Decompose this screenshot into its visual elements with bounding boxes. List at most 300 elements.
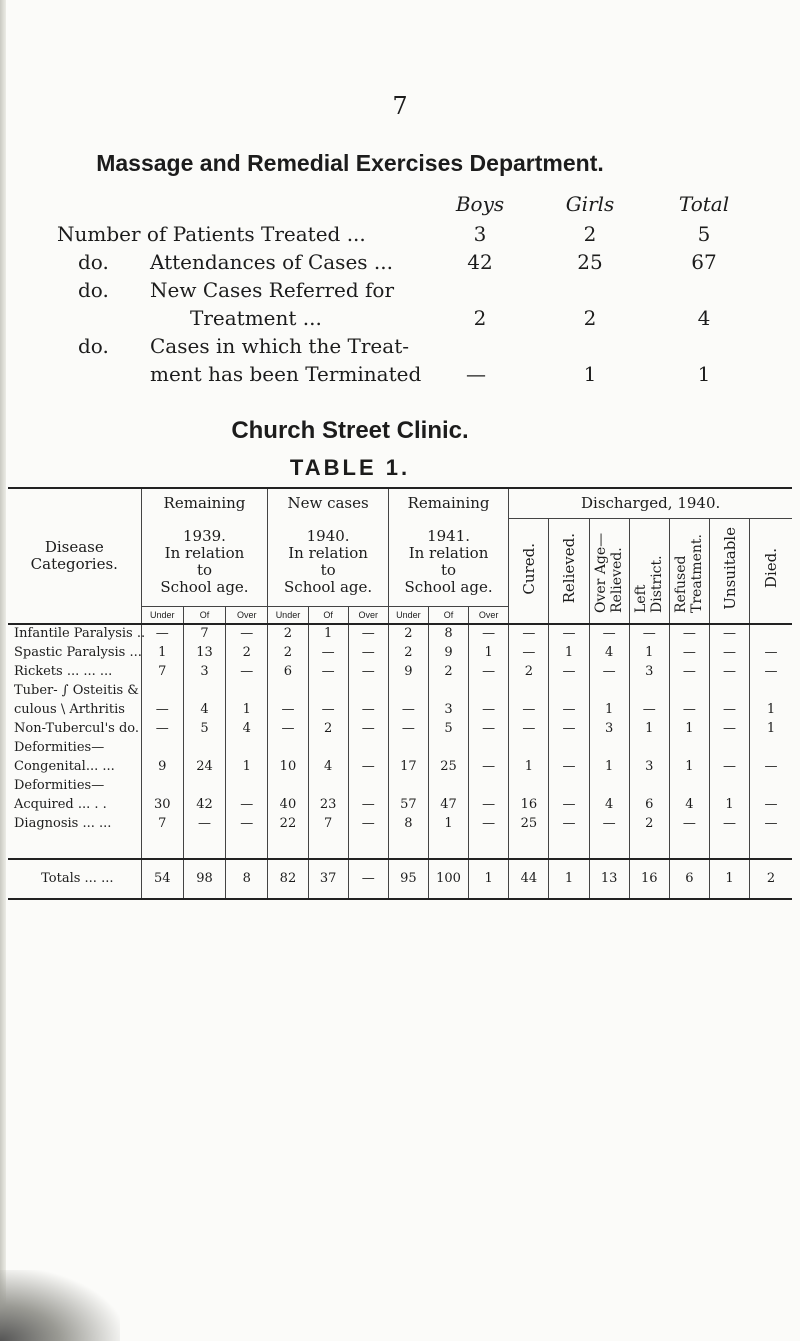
table-cell: — <box>549 700 589 719</box>
table-cell: 10 <box>268 757 308 776</box>
group-remaining-1941-top: Remaining <box>388 488 508 518</box>
table-cell <box>348 738 388 757</box>
table-cell: — <box>750 814 792 833</box>
table-cell: — <box>549 795 589 814</box>
totals-cell: 95 <box>388 859 428 899</box>
table-cell <box>589 738 629 757</box>
table-cell: 2 <box>428 662 468 681</box>
table-cell <box>589 681 629 700</box>
summary-row-4-label-line1: Cases in which the Treat- <box>150 334 409 358</box>
table-cell <box>709 738 749 757</box>
table-cell: — <box>226 795 268 814</box>
table-cell: 24 <box>183 757 225 776</box>
table-cell: 4 <box>669 795 709 814</box>
summary-row-4-girls: 1 <box>583 362 597 386</box>
table-cell: — <box>750 757 792 776</box>
table-cell <box>226 681 268 700</box>
col-died-label: Died. <box>762 548 781 589</box>
totals-cell: 54 <box>141 859 183 899</box>
table-cell: 4 <box>308 757 348 776</box>
table-cell: — <box>469 662 509 681</box>
table-row <box>8 719 792 738</box>
table-cell <box>469 776 509 795</box>
table-cell: — <box>509 643 549 662</box>
summary-row-1-total: 5 <box>697 222 711 246</box>
table-cell: 3 <box>629 662 669 681</box>
table-cell: 7 <box>183 624 225 643</box>
table-cell: 1 <box>669 719 709 738</box>
table-cell: 3 <box>629 757 669 776</box>
table-cell <box>509 681 549 700</box>
summary-row-3-prefix: do. <box>78 278 109 302</box>
totals-cell: 1 <box>469 859 509 899</box>
spacer-cell <box>141 833 183 859</box>
col-cured-label: Cured. <box>519 542 538 595</box>
table-cell: 1 <box>750 700 792 719</box>
table-cell: — <box>141 719 183 738</box>
table-row <box>8 757 792 776</box>
table-cell <box>509 776 549 795</box>
table-cell: 9 <box>388 662 428 681</box>
summary-row-2-label: Attendances of Cases ... <box>150 250 393 274</box>
table-cell: 23 <box>308 795 348 814</box>
summary-row-4-total: 1 <box>697 362 711 386</box>
table-cell: — <box>348 662 388 681</box>
table-cell: 1 <box>141 643 183 662</box>
row-label: Congenital... ... <box>14 758 115 774</box>
group-remaining-1939-detail <box>141 518 268 606</box>
spacer-cell <box>669 833 709 859</box>
table-cell <box>428 681 468 700</box>
table-cell: 1 <box>428 814 468 833</box>
table-cell: — <box>388 719 428 738</box>
row-label: Tuber- ∫ Osteitis & <box>14 682 139 698</box>
table-cell: — <box>469 757 509 776</box>
totals-cell: 2 <box>750 859 792 899</box>
table-cell: — <box>348 814 388 833</box>
totals-cell: 37 <box>308 859 348 899</box>
spacer-cell <box>629 833 669 859</box>
table-cell: — <box>348 624 388 643</box>
table-cell: 6 <box>629 795 669 814</box>
table-cell: — <box>348 795 388 814</box>
spacer-cell <box>8 833 141 859</box>
summary-row-1-girls: 2 <box>583 222 597 246</box>
totals-cell: 6 <box>669 859 709 899</box>
table-cell: — <box>509 719 549 738</box>
row-label: Acquired ... . . <box>14 796 107 812</box>
table-row <box>8 643 792 662</box>
table-cell: — <box>348 643 388 662</box>
table-cell <box>549 776 589 795</box>
group-1-line3: to <box>196 560 213 579</box>
table-cell <box>629 681 669 700</box>
table-cell: 2 <box>268 624 308 643</box>
table-cell: 3 <box>428 700 468 719</box>
g2-under: Under <box>268 606 308 624</box>
group-3-line1: 1941. <box>427 526 471 545</box>
page-number: 7 <box>392 92 408 120</box>
table-cell: — <box>549 624 589 643</box>
table-row <box>8 624 792 643</box>
table-cell: 3 <box>589 719 629 738</box>
spacer-cell <box>549 833 589 859</box>
table-cell: 2 <box>226 643 268 662</box>
table-cell: — <box>589 662 629 681</box>
spacer-cell <box>308 833 348 859</box>
spacer-cell <box>750 833 792 859</box>
summary-row-3-girls: 2 <box>583 306 597 330</box>
table-cell: — <box>348 757 388 776</box>
table-cell: 30 <box>141 795 183 814</box>
table-row <box>8 776 792 795</box>
table-cell: 4 <box>226 719 268 738</box>
table-row <box>8 662 792 681</box>
table-cell: — <box>629 624 669 643</box>
g1-over: Over <box>226 606 268 624</box>
table-cell <box>141 738 183 757</box>
col-unsuitable <box>709 518 749 624</box>
table-cell: 42 <box>183 795 225 814</box>
table-cell <box>549 738 589 757</box>
table-cell <box>308 681 348 700</box>
group-1-line2: In relation <box>164 543 245 562</box>
table-cell <box>428 738 468 757</box>
group-remaining-1941-detail <box>388 518 508 606</box>
table-cell <box>268 681 308 700</box>
row-label: Non-Tubercul's do. <box>14 720 140 736</box>
table-cell <box>549 681 589 700</box>
table-cell: 22 <box>268 814 308 833</box>
table-cell <box>629 738 669 757</box>
table-cell: — <box>669 662 709 681</box>
row-label: Spastic Paralysis ... <box>14 644 142 660</box>
table-cell: 47 <box>428 795 468 814</box>
table-cell: 16 <box>509 795 549 814</box>
group-2-line3: to <box>320 560 336 579</box>
table-cell <box>226 776 268 795</box>
summary-row-3-total: 4 <box>697 306 711 330</box>
totals-cell: — <box>348 859 388 899</box>
table-cell: 1 <box>226 757 268 776</box>
table-cell <box>226 738 268 757</box>
table-cell: 9 <box>428 643 468 662</box>
table-cell: 7 <box>141 814 183 833</box>
table-cell: 1 <box>629 643 669 662</box>
table-cell <box>750 776 792 795</box>
group-remaining-1939-top: Remaining <box>141 488 268 518</box>
table-cell: — <box>268 719 308 738</box>
table-cell: 1 <box>308 624 348 643</box>
total-header: Total <box>678 192 730 216</box>
table-cell: — <box>750 795 792 814</box>
clinic-table-wrapper <box>8 487 792 886</box>
table-cell: — <box>549 757 589 776</box>
table-cell: 4 <box>183 700 225 719</box>
table-cell: — <box>226 662 268 681</box>
totals-cell: 98 <box>183 859 225 899</box>
table-cell: — <box>750 643 792 662</box>
row-label: Deformities— <box>14 777 105 793</box>
table-cell <box>629 776 669 795</box>
totals-cell: 8 <box>226 859 268 899</box>
table-cell <box>428 776 468 795</box>
summary-row-4-boys: — <box>466 362 486 386</box>
totals-cell: 13 <box>589 859 629 899</box>
table-cell <box>589 776 629 795</box>
table-cell: 13 <box>183 643 225 662</box>
group-1-line4: School age. <box>160 577 249 596</box>
table-cell: 57 <box>388 795 428 814</box>
table-cell <box>308 776 348 795</box>
col-over-age-label: Over Age— Relieved. <box>593 532 626 613</box>
table-cell: 7 <box>308 814 348 833</box>
group-3-line2: In relation <box>408 543 489 562</box>
table-cell <box>750 738 792 757</box>
g3-under: Under <box>388 606 428 624</box>
table-cell: 1 <box>709 795 749 814</box>
table-cell: 2 <box>268 643 308 662</box>
col-died <box>750 518 792 624</box>
table-cell: — <box>226 814 268 833</box>
table-cell: — <box>308 662 348 681</box>
totals-cell: 1 <box>549 859 589 899</box>
table-cell: 7 <box>141 662 183 681</box>
girls-header: Girls <box>565 192 615 216</box>
summary-row-4-prefix: do. <box>78 334 109 358</box>
table-cell: — <box>348 719 388 738</box>
table-cell: 1 <box>589 757 629 776</box>
col-over-age-relieved <box>589 518 629 624</box>
row-label: Deformities— <box>14 739 105 755</box>
group-new-cases-top: New cases <box>268 488 388 518</box>
group-1-line1: 1939. <box>183 526 226 545</box>
col-unsuitable-label: Unsuitable <box>720 527 739 610</box>
table-cell: — <box>709 719 749 738</box>
col-refused-label: Refused Treatment. <box>673 533 706 613</box>
g1-under: Under <box>141 606 183 624</box>
table-cell <box>183 738 225 757</box>
spacer-cell <box>348 833 388 859</box>
spacer-cell <box>388 833 428 859</box>
clinic-table <box>8 487 792 900</box>
table-cell: — <box>308 700 348 719</box>
summary-row-1-label: Number of Patients Treated ... <box>57 222 366 246</box>
table-cell: 9 <box>141 757 183 776</box>
row-label: Diagnosis ... ... <box>14 815 112 831</box>
table-row <box>8 681 792 700</box>
table-cell: 2 <box>388 624 428 643</box>
col-relieved-label: Relieved. <box>559 533 578 604</box>
totals-cell: 16 <box>629 859 669 899</box>
table-cell: — <box>549 814 589 833</box>
table-cell <box>709 681 749 700</box>
table-cell: — <box>709 814 749 833</box>
table-cell: — <box>348 700 388 719</box>
summary-row-3-label-line1: New Cases Referred for <box>150 278 395 302</box>
table-cell: 1 <box>750 719 792 738</box>
table-cell: — <box>669 814 709 833</box>
row-label: Infantile Paralysis .. <box>14 626 146 641</box>
disease-header <box>8 488 141 624</box>
table-cell: 17 <box>388 757 428 776</box>
group-2-line4: School age. <box>284 577 373 596</box>
table-cell: 4 <box>589 643 629 662</box>
table-cell: 1 <box>629 719 669 738</box>
col-relieved <box>549 518 589 624</box>
spacer-cell <box>469 833 509 859</box>
table-cell: 2 <box>388 643 428 662</box>
table-cell <box>709 776 749 795</box>
table-cell <box>388 738 428 757</box>
g2-of: Of <box>308 606 348 624</box>
table-cell: — <box>469 719 509 738</box>
table-cell: — <box>469 624 509 643</box>
table-cell: — <box>709 662 749 681</box>
g1-of: Of <box>183 606 225 624</box>
table-cell: — <box>388 700 428 719</box>
table-cell: 1 <box>509 757 549 776</box>
col-cured <box>509 518 549 624</box>
spacer-cell <box>428 833 468 859</box>
table-cell: — <box>589 814 629 833</box>
group-new-cases-detail <box>268 518 388 606</box>
table-cell: 1 <box>589 700 629 719</box>
table-cell: — <box>549 719 589 738</box>
totals-row <box>8 859 792 899</box>
table-cell: — <box>669 624 709 643</box>
table-cell: — <box>226 624 268 643</box>
table-cell: 40 <box>268 795 308 814</box>
totals-cell: 100 <box>428 859 468 899</box>
table-cell <box>141 776 183 795</box>
table-cell: — <box>549 662 589 681</box>
summary-row-2-girls: 25 <box>577 250 603 274</box>
table-cell <box>268 776 308 795</box>
table-cell: 5 <box>428 719 468 738</box>
table-cell: 1 <box>226 700 268 719</box>
totals-label: Totals ... ... <box>41 871 114 886</box>
table-cell <box>348 776 388 795</box>
spacer-cell <box>268 833 308 859</box>
col-refused-treatment <box>669 518 709 624</box>
table-cell: — <box>709 757 749 776</box>
table-cell: — <box>141 700 183 719</box>
spacer-row <box>8 833 792 859</box>
table-cell: — <box>268 700 308 719</box>
summary-row-4-label-line2: ment has been Terminated <box>150 362 422 386</box>
table-cell <box>183 681 225 700</box>
table-cell: 1 <box>549 643 589 662</box>
table-cell: 25 <box>509 814 549 833</box>
table-cell: 6 <box>268 662 308 681</box>
summary-row-2-prefix: do. <box>78 250 109 274</box>
group-3-line3: to <box>441 560 457 579</box>
group-2-line2: In relation <box>288 543 368 562</box>
table-cell: 5 <box>183 719 225 738</box>
table-cell: — <box>709 700 749 719</box>
group-2-line1: 1940. <box>306 526 350 545</box>
table-title: TABLE 1. <box>289 455 411 480</box>
summary-row-2-total: 67 <box>691 250 717 274</box>
table-cell <box>750 624 792 643</box>
table-cell <box>141 681 183 700</box>
spacer-cell <box>509 833 549 859</box>
row-label: Rickets ... ... ... <box>14 663 113 679</box>
table-cell: — <box>469 700 509 719</box>
disease-header-line2: Categories. <box>30 554 118 573</box>
col-left-district-label: Left District. <box>633 554 666 613</box>
table-cell: 4 <box>589 795 629 814</box>
summary-row-3-label-line2: Treatment ... <box>190 306 322 330</box>
row-label: culous \ Arthritis <box>14 701 125 717</box>
table-cell <box>469 681 509 700</box>
table-cell: — <box>183 814 225 833</box>
discharged-header: Discharged, 1940. <box>509 488 792 518</box>
spacer-cell <box>226 833 268 859</box>
massage-summary <box>0 192 800 392</box>
g3-over: Over <box>469 606 509 624</box>
g3-of: Of <box>428 606 468 624</box>
spacer-cell <box>183 833 225 859</box>
clinic-title: Church Street Clinic. <box>231 417 469 444</box>
page-corner-shadow <box>0 1270 120 1341</box>
spacer-cell <box>709 833 749 859</box>
table-cell: — <box>629 700 669 719</box>
table-cell: — <box>308 643 348 662</box>
disease-header-line1: Disease <box>44 537 104 556</box>
table-cell <box>669 776 709 795</box>
table-cell <box>469 738 509 757</box>
table-row <box>8 814 792 833</box>
totals-cell: 82 <box>268 859 308 899</box>
totals-cell: 1 <box>709 859 749 899</box>
boys-header: Boys <box>455 192 505 216</box>
table-cell <box>268 738 308 757</box>
table-cell: — <box>750 662 792 681</box>
table-cell <box>669 738 709 757</box>
table-body <box>8 624 792 859</box>
table-cell: — <box>709 643 749 662</box>
table-cell: 2 <box>509 662 549 681</box>
totals-cell: 44 <box>509 859 549 899</box>
table-cell: 2 <box>308 719 348 738</box>
group-3-line4: School age. <box>404 577 493 596</box>
table-cell: — <box>469 795 509 814</box>
table-cell: 8 <box>428 624 468 643</box>
table-cell: — <box>141 624 183 643</box>
table-cell <box>308 738 348 757</box>
table-cell: — <box>509 624 549 643</box>
summary-row-2-boys: 42 <box>467 250 493 274</box>
table-row <box>8 795 792 814</box>
col-left-district <box>629 518 669 624</box>
massage-department-title: Massage and Remedial Exercises Department. <box>96 150 604 176</box>
g2-over: Over <box>348 606 388 624</box>
table-row <box>8 700 792 719</box>
table-cell: — <box>509 700 549 719</box>
table-cell: 3 <box>183 662 225 681</box>
table-cell: — <box>709 624 749 643</box>
table-cell: — <box>469 814 509 833</box>
table-cell <box>509 738 549 757</box>
table-cell: 2 <box>629 814 669 833</box>
table-cell: — <box>669 643 709 662</box>
summary-row-3-boys: 2 <box>473 306 487 330</box>
table-cell: — <box>669 700 709 719</box>
table-cell: 25 <box>428 757 468 776</box>
table-cell <box>750 681 792 700</box>
